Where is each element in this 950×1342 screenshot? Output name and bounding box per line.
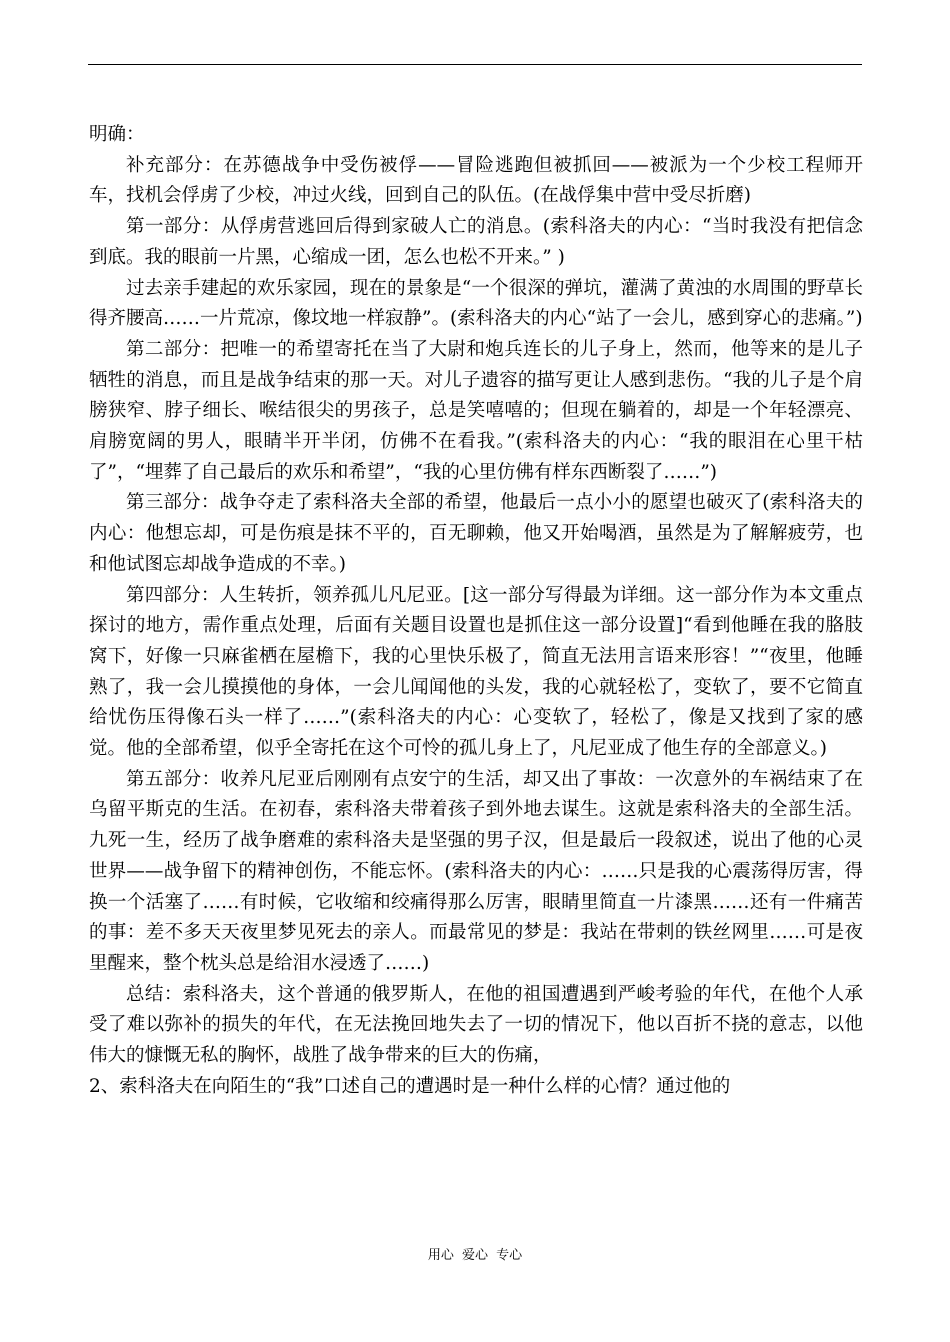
paragraph-part-one: 第一部分：从俘虏营逃回后得到家破人亡的消息。(索科洛夫的内心：“当时我没有把信念到底。我的眼前一片黑，心缩成一团，怎么也松不开来。” ) xyxy=(89,216,863,268)
question-two: 2、索科洛夫在向陌生的“我”口述自己的遭遇时是一种什么样的心情？通过他的 xyxy=(89,1075,731,1097)
page-footer: 用心 爱心 专心 xyxy=(427,1248,523,1263)
paragraph-supplement: 补充部分：在苏德战争中受伤被俘——冒险逃跑但被抓回——被派为一个少校工程师开车，找机会俘虏了少校，冲过火线，回到自己的队伍。(在战俘集中营中受尽折磨) xyxy=(89,154,863,207)
paragraph-part-three: 第三部分：战争夺走了索科洛夫全部的希望，他最后一点小小的愿望也破灭了(索科洛夫的内心：他想忘却，可是伤痕是抹不平的，百无聊赖，他又开始喝酒，虽然是为了解解疲劳，也和他试图忘却战争造成的不幸。) xyxy=(89,492,863,575)
header-rule xyxy=(88,64,862,65)
paragraph-part-two: 第二部分：把唯一的希望寄托在当了大尉和炮兵连长的儿子身上，然而，他等来的是儿子牺牲的消息，而且是战争结束的那一天。对儿子遗容的描写更让人感到悲伤。“我的儿子是个肩膀狭窄、脖子细长、喉结很尖的男孩子，总是笑嘻嘻的；但现在躺着的，却是一个年轻漂亮、肩膀宽阔的男人，眼睛半开半闭，仿佛不在看我。”(索科洛夫的内心：“我的眼泪在心里干枯了”，“埋葬了自己最后的欢乐和希望”，“我的心里仿佛有样东西断裂了……”) xyxy=(89,338,863,483)
paragraph-part-five: 第五部分：收养凡尼亚后刚刚有点安宁的生活，却又出了事故：一次意外的车祸结束了在乌留平斯克的生活。在初春，索科洛夫带着孩子到外地去谋生。这就是索科洛夫的全部生活。九死一生，经历了战争磨难的索科洛夫是坚强的男子汉，但是最后一段叙述，说出了他的心灵世界——战争留下的精神创伤，不能忘怀。(索科洛夫的内心：……只是我的心震荡得厉害，得换一个活塞了……有时候，它收缩和绞痛得那么厉害，眼睛里简直一片漆黑……还有一件痛苦的事：差不多天天夜里梦见死去的亲人。而最常见的梦是：我站在带刺的铁丝网里……可是夜里醒来，整个枕头总是给泪水浸透了……) xyxy=(89,768,863,974)
heading-clarify: 明确： xyxy=(89,124,145,145)
document-body xyxy=(89,120,863,1103)
paragraph-part-four: 第四部分：人生转折，领养孤儿凡尼亚。[这一部分写得最为详细。这一部分作为本文重点探讨的地方，需作重点处理，后面有关题目设置也是抓住这一部分设置]“看到他睡在我的胳肢窝下，好像一只麻雀栖在屋檐下，我的心里快乐极了，简直无法用言语来形容！”“夜里，他睡熟了，我一会儿摸摸他的身体，一会儿闻闻他的头发，我的心就轻松了，变软了，要不它简直给忧伤压得像石头一样了……”(索科洛夫的内心：心变软了，轻松了，像是又找到了家的感觉。他的全部希望，似乎全寄托在这个可怜的孤儿身上了，凡尼亚成了他生存的全部意义。) xyxy=(89,584,863,760)
paragraph-summary: 总结：索科洛夫，这个普通的俄罗斯人，在他的祖国遭遇到严峻考验的年代，在他个人承受了难以弥补的损失的年代，在无法挽回地失去了一切的情况下，他以百折不挠的意志，以他伟大的慷慨无私的胸怀，战胜了战争带来的巨大的伤痛， xyxy=(89,983,863,1067)
paragraph-home-scene: 过去亲手建起的欢乐家园，现在的景象是“一个很深的弹坑，灌满了黄浊的水周围的野草长得齐腰高……一片荒凉，像坟地一样寂静”。(索科洛夫的内心“站了一会儿，感到穿心的悲痛。”) xyxy=(89,277,863,330)
